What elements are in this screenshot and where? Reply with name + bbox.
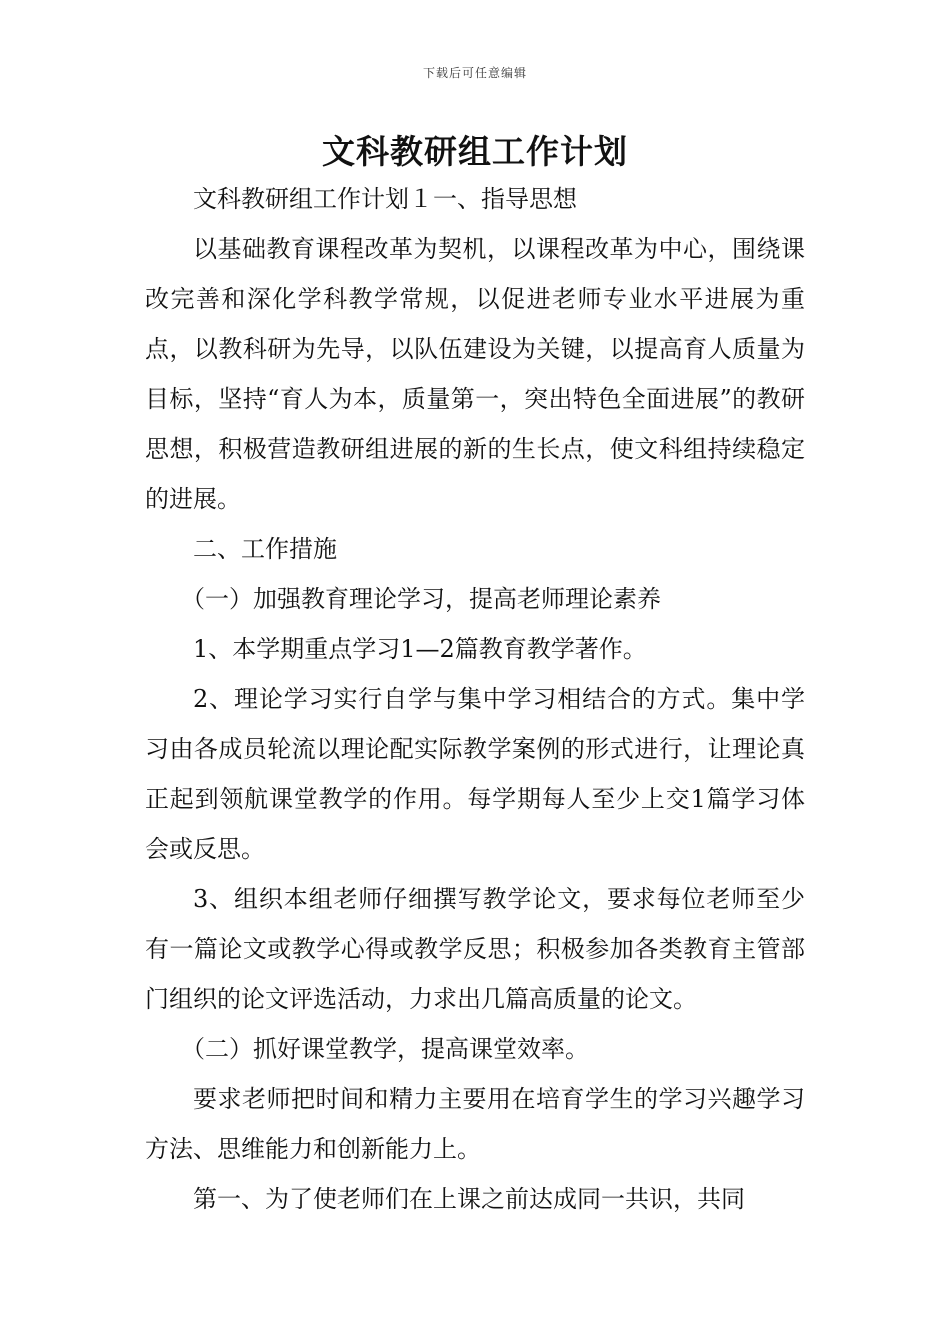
header-note: 下载后可任意编辑 [422,66,527,80]
document-title: 文科教研组工作计划 [322,132,628,171]
document-body [145,174,805,1224]
paragraph-item-2: 2、理论学习实行自学与集中学习相结合的方式。集中学习由各成员轮流以理论配实际教学案例的形式进行，让理论真正起到领航课堂教学的作用。每学期每人至少上交1篇学习体会或反思。 [145,685,805,863]
paragraph-first-point: 第一、为了使老师们在上课之前达成同一共识，共同 [193,1185,745,1213]
paragraph-item-1: 1、本学期重点学习1—2篇教育教学著作。 [193,635,647,663]
paragraph-item-3: 3、组织本组老师仔细撰写教学论文，要求每位老师至少有一篇论文或教学心得或教学反思；积极参加各类教育主管部门组织的论文评选活动，力求出几篇高质量的论文。 [145,885,805,1013]
paragraph-guiding-thought: 以基础教育课程改革为契机，以课程改革为中心，围绕课改完善和深化学科教学常规，以促进老师专业水平进展为重点，以教科研为先导，以队伍建设为关键，以提高育人质量为目标，坚持“育人为本，质量第一，突出特色全面进展”的教研思想，积极营造教研组进展的新的生长点，使文科组持续稳定的进展。 [145,235,805,513]
paragraph-subsection-2: （二）抓好课堂教学，提高课堂效率。 [181,1035,589,1063]
paragraph-requirement: 要求老师把时间和精力主要用在培育学生的学习兴趣学习方法、思维能力和创新能力上。 [145,1085,805,1163]
paragraph-subsection-1: （一）加强教育理论学习，提高老师理论素养 [181,585,661,613]
paragraph-section-measures: 二、工作措施 [193,535,337,563]
paragraph-intro: 文科教研组工作计划１一、指导思想 [193,185,577,213]
